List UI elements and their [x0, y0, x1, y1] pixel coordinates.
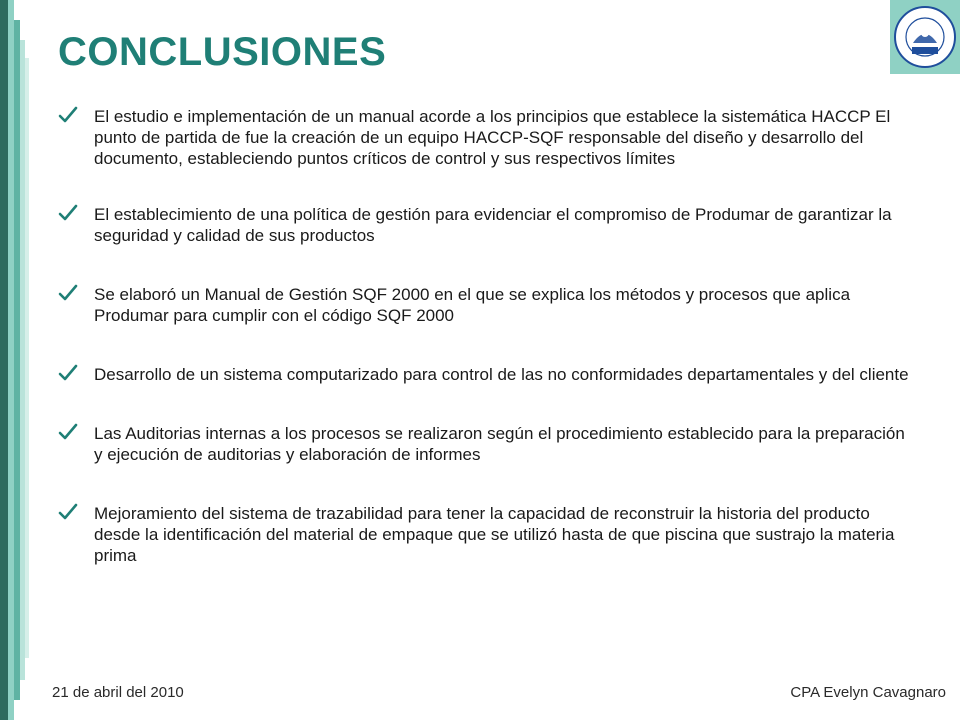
footer-date: 21 de abril del 2010 — [52, 684, 184, 701]
list-item — [58, 423, 918, 465]
espol-logo — [890, 0, 960, 74]
list-item — [58, 204, 918, 246]
list-item — [58, 284, 918, 326]
decor-stripe-faint — [25, 58, 29, 658]
bullet-text: Desarrollo de un sistema computarizado para control de las no conformidades departamentales y del cliente — [94, 365, 909, 384]
check-icon — [58, 422, 78, 442]
list-item — [58, 106, 918, 169]
list-item — [58, 503, 918, 566]
check-icon — [58, 283, 78, 303]
list-item — [58, 364, 918, 385]
bullet-text: El estudio e implementación de un manual acorde a los principios que establece la sistemática HACCP El punto de partida de fue la creación de un equipo HACCP-SQF responsable del diseño y desarrollo del documento, estableciendo puntos críticos de control y sus respectivos límites — [94, 107, 891, 168]
check-icon — [58, 203, 78, 223]
conclusions-list — [58, 106, 918, 566]
check-icon — [58, 502, 78, 522]
decor-stripe-dark — [0, 0, 8, 720]
bullet-text: Las Auditorias internas a los procesos se realizaron según el procedimiento establecido para la preparación y ejecución de auditorias y elaboración de informes — [94, 424, 905, 464]
bullet-text: El establecimiento de una política de gestión para evidenciar el compromiso de Produmar de garantizar la seguridad y calidad de sus productos — [94, 205, 892, 245]
footer-author: CPA Evelyn Cavagnaro — [790, 684, 946, 701]
bullet-text: Se elaboró un Manual de Gestión SQF 2000 en el que se explica los métodos y procesos que aplica Produmar para cumplir con el código SQF 2000 — [94, 285, 851, 325]
check-icon — [58, 105, 78, 125]
espol-seal-icon — [893, 3, 957, 71]
check-icon — [58, 363, 78, 383]
slide-title: CONCLUSIONES — [58, 30, 387, 74]
bullet-text: Mejoramiento del sistema de trazabilidad para tener la capacidad de reconstruir la historia del producto desde la identificación del material de empaque que se utilizó hasta de que piscina que sustrajo la materia prima — [94, 504, 895, 565]
